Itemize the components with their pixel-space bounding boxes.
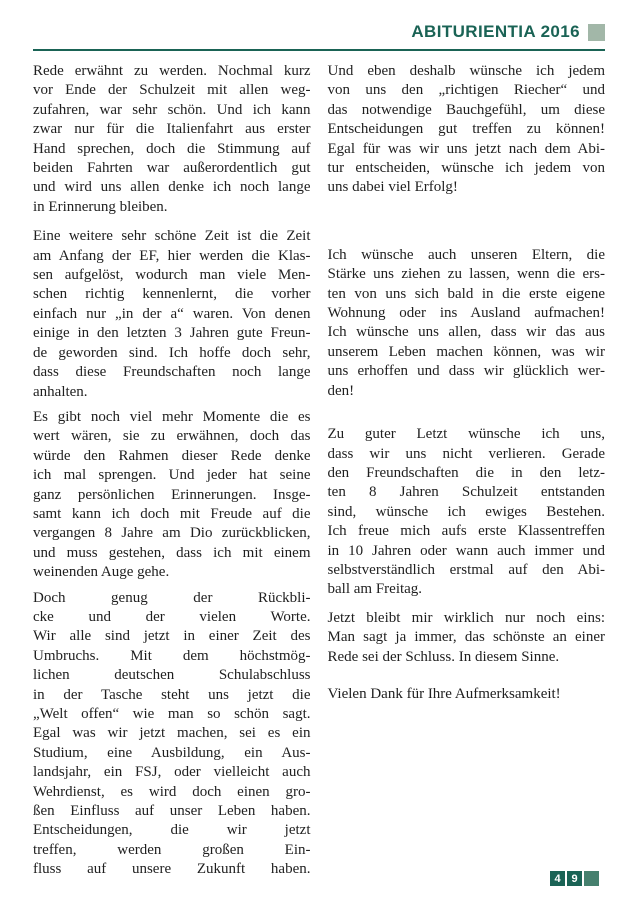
text-line: wert wären, sie zu erwähnen, doch das — [33, 428, 311, 445]
text-line: sind, wünsche ich ewiges Bestehen. — [327, 503, 605, 520]
text-line: Man sagt ja immer, das schönste an einer — [327, 629, 605, 646]
text-line: zufahren, war sehr schön. Und ich kann — [33, 101, 311, 118]
text-line: Studium, eine Ausbildung, ein Aus- — [33, 744, 311, 761]
text-line: Stärke uns ziehen zu lassen, wenn die ers- — [327, 266, 605, 283]
paragraph — [328, 425, 606, 600]
text-line: und wird uns allen denke ich noch lange — [33, 179, 311, 196]
page-header — [33, 22, 605, 51]
paragraph — [328, 685, 606, 704]
text-line: Egal für was wir uns jetzt nach dem Abi- — [327, 140, 605, 157]
text-line: dass wir uns nicht verlieren. Gerade — [327, 445, 605, 462]
text-line: tur entscheiden, wünsche ich jedem von — [327, 160, 605, 177]
text-line: Wohnung oder ins Ausland aufmachen! — [327, 305, 605, 322]
page-number-digit-2: 9 — [567, 871, 582, 886]
text-line: Wir alle sind jetzt in einer Zeit des — [33, 628, 311, 645]
text-line: das notwendige Bauchgefühl, um diese — [327, 101, 605, 118]
right-column — [328, 62, 606, 888]
text-line: selbstverständlich erstmal auf den Abi- — [327, 561, 605, 578]
text-line: in Erinnerung bleiben. — [33, 198, 168, 215]
text-line: Doch genug der Rückbli- — [33, 589, 311, 606]
paragraph — [33, 408, 311, 583]
text-line: in 10 Jahren oder wann auch immer und — [327, 542, 605, 559]
text-line: ich mal sprengen. Und jeder hat seine — [33, 467, 311, 484]
paragraph — [33, 227, 311, 402]
text-line: beiden Fahrten war außerordentlich gut — [33, 160, 311, 177]
page-header-title: ABITURIENTIA 2016 — [411, 22, 580, 41]
text-line: vor Ende der Schulzeit mit allen weg- — [33, 82, 311, 99]
text-line: uns dabei viel Erfolg! — [327, 179, 458, 196]
text-line: treffen, werden großen Ein- — [33, 841, 311, 858]
paragraph — [33, 62, 311, 217]
text-line: Ich wünsche uns allen, dass wir das aus — [327, 324, 605, 341]
text-line: Vielen Dank für Ihre Aufmerksamkeit! — [327, 685, 561, 702]
text-line: Entscheidungen gut treffen zu können! — [327, 121, 605, 138]
paragraph — [328, 246, 606, 401]
text-line: dass diese Freundschaften noch lange — [33, 364, 311, 381]
text-line: ball am Freitag. — [327, 581, 423, 598]
text-line: Es gibt noch viel mehr Momente die es — [33, 408, 311, 425]
text-line: den! — [327, 382, 355, 399]
text-line: sen aufgelöst, wodurch man viele Men- — [33, 267, 311, 284]
text-line: von uns den „richtigen Riecher“ und — [327, 82, 605, 99]
text-line: ten von uns sich bald in die erste eigene — [327, 285, 605, 302]
text-line: zwar nur für die Italienfahrt aus erster — [33, 121, 311, 138]
footer-square-decoration — [584, 871, 599, 886]
text-line: den Freundschaften die in den letz- — [327, 464, 605, 481]
header-row — [33, 22, 605, 42]
text-line: Ich freue mich aufs erste Klassentreffen — [327, 523, 605, 540]
text-line: am Anfang der EF, hier werden die Klas- — [33, 247, 311, 264]
text-line: Zu guter Letzt wünsche ich uns, — [327, 426, 605, 443]
text-line: in der Tasche steht uns jetzt die — [33, 686, 311, 703]
text-line: Rede erwähnt zu werden. Nochmal kurz — [33, 63, 311, 79]
text-line: Hand sprechen, doch die Stimmung auf — [33, 140, 311, 157]
text-line: einige in den letzten 3 Jahren gute Freun- — [33, 325, 311, 342]
page-number-digit-1: 4 — [550, 871, 565, 886]
text-line: Rede sei der Schluss. In diesem Sinne. — [327, 648, 560, 665]
text-line: lichen deutschen Schulabschluss — [33, 667, 311, 684]
paragraph — [328, 62, 606, 198]
text-line: de geworden sind. Ich hoffe doch sehr, — [33, 344, 311, 361]
text-line: Jetzt bleibt mir wirklich nur noch eins: — [327, 609, 605, 626]
text-line: Entscheidungen, die wir jetzt — [33, 822, 311, 839]
text-line: unserem Leben machen können, was wir — [327, 343, 605, 360]
text-line: ganz persönlichen Erinnerungen. Insge- — [33, 486, 311, 503]
text-line: ßen Einfluss auf unser Leben haben. — [33, 803, 311, 820]
text-line: Egal was wir jetzt machen, sei es ein — [33, 725, 311, 742]
text-line: und muss gestehen, dass ich mit einem — [33, 544, 311, 561]
text-line: schen richtig kennenlernt, die vorher — [33, 286, 311, 303]
text-line: samt kann ich doch mit Freude auf die — [33, 505, 311, 522]
text-line: cke und der vielen Worte. — [33, 608, 311, 625]
paragraph — [33, 589, 311, 880]
left-column — [33, 62, 311, 888]
text-line: einfach nur „in der a“ waren. Von denen — [33, 305, 311, 322]
text-line: anhalten. — [33, 383, 88, 400]
paragraph — [328, 609, 606, 667]
text-line: fluss auf unsere Zukunft haben. — [33, 861, 311, 878]
text-line: Und eben deshalb wünsche ich jedem — [327, 63, 605, 79]
text-line: würde den Rahmen dieser Rede denke — [33, 447, 311, 464]
text-line: ten 8 Jahren Schulzeit entstanden — [327, 484, 605, 501]
text-line: landsjahr, ein FSJ, oder vielleicht auch — [33, 764, 311, 781]
text-line: Ich wünsche auch unseren Eltern, die — [327, 246, 605, 263]
text-line: Wehrdienst, es wird doch einen gro- — [33, 783, 311, 800]
header-square-decoration — [588, 24, 605, 41]
text-line: „Welt offen“ wie man so schön sagt. — [33, 706, 311, 722]
text-line: Eine weitere sehr schöne Zeit ist die Zeit — [33, 228, 311, 245]
page-footer — [550, 871, 599, 886]
text-line: uns erhoffen und dass wir glücklich wer- — [327, 363, 605, 380]
text-line: vergangen 8 Jahre am Dio zurückblicken, — [33, 525, 311, 542]
text-line: Umbruchs. Mit dem höchstmög- — [33, 647, 311, 664]
article-body — [33, 62, 605, 888]
text-line: weinenden Auge gehe. — [33, 564, 170, 581]
header-rule — [33, 49, 605, 51]
